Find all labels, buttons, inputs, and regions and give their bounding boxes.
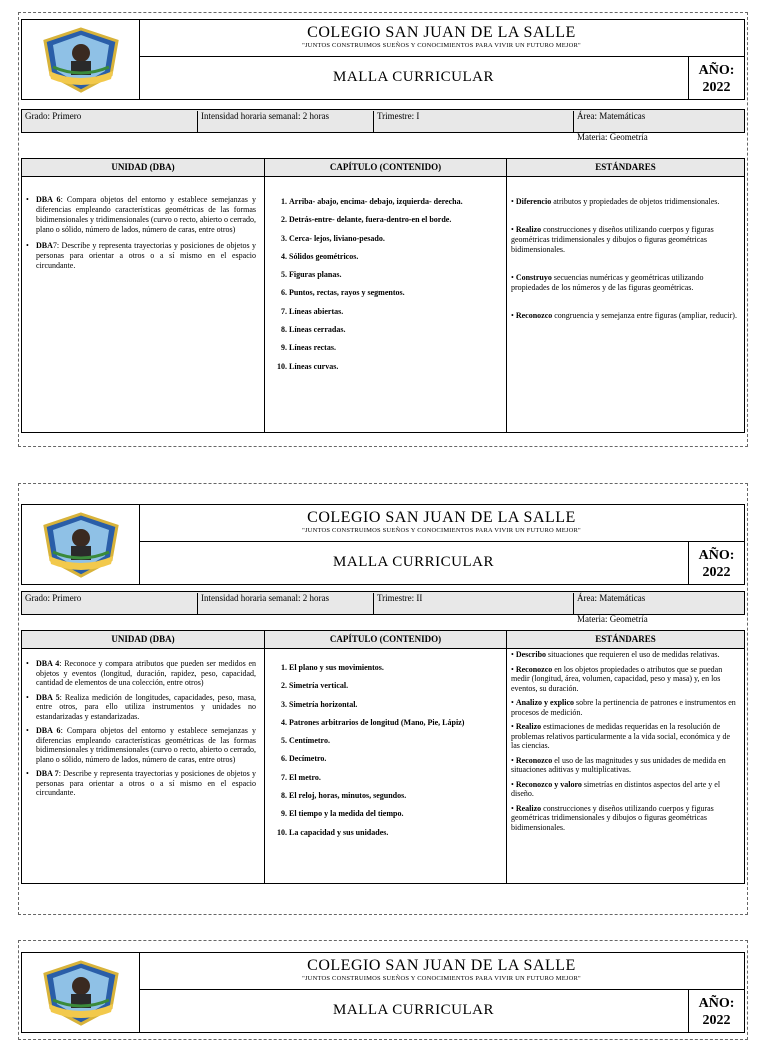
school-logo [22, 20, 140, 99]
capitulo-item: 7. Líneas abiertas. [289, 307, 506, 317]
year-label: AÑO: [698, 996, 735, 1011]
year-value: 2022 [702, 565, 731, 580]
school-motto: "JUNTOS CONSTRUIMOS SUEÑOS Y CONOCIMIENTOS PARA VIVIR UN FUTURO MEJOR" [302, 42, 581, 49]
dba-item [22, 769, 264, 798]
capitulo-item: 2. Simetría vertical. [289, 681, 506, 691]
capitulo-item: 4. Patrones arbitrarios de longitud (Mano, Pie, Lápiz) [289, 718, 506, 728]
estandar-text: situaciones que requieren el uso de medidas relativas. [546, 650, 720, 659]
grado-cell: Grado: Primero [22, 593, 198, 614]
dba-list [22, 649, 264, 883]
area-cell [574, 593, 744, 624]
school-logo [22, 953, 140, 1032]
year-label: AÑO: [698, 63, 735, 78]
capitulo-item: 10. Líneas curvas. [289, 362, 506, 372]
capitulo-item: 4. Sólidos geométricos. [289, 252, 506, 262]
capitulo-item: 1. Arriba- abajo, encima- debajo, izquierda- derecha. [289, 197, 506, 207]
capitulo-list [264, 177, 506, 432]
capitulo-item: 1. El plano y sus movimientos. [289, 663, 506, 673]
estandar-item: • Reconozco en los objetos propiedades o atributos que se puedan medir (longitud, área, volumen, capacidad, peso y masa) y, en los eventos, su duración. [511, 664, 723, 693]
school-name: COLEGIO SAN JUAN DE LA SALLE [307, 24, 576, 41]
year-label: AÑO: [698, 548, 735, 563]
capitulo-item: 5. Figuras planas. [289, 270, 506, 280]
estandar-text: secuencias numéricas y geométricas utilizando propiedades de los números y de las figuras geométricas. [511, 273, 704, 292]
estandar-keyword: Construyo [515, 273, 552, 282]
capitulo-list [264, 649, 506, 883]
estandar-keyword: Realizo [515, 225, 542, 234]
dba-item [22, 659, 264, 688]
estandar-item: • Reconozco y valoro simetrías en distintos aspectos del arte y el diseño. [511, 779, 721, 798]
school-header [139, 505, 744, 542]
estandar-keyword: Realizo [515, 722, 542, 731]
capitulo-item: 8. El reloj, horas, minutos, segundos. [289, 791, 506, 801]
school-header [139, 20, 744, 57]
document-title: MALLA CURRICULAR [333, 69, 494, 85]
estandar-item: • Reconozco el uso de las magnitudes y sus unidades de medida en situaciones aditivas y multiplicativas. [511, 755, 726, 774]
intensidad-cell: Intensidad horaria semanal: 2 horas [198, 593, 374, 614]
capitulo-item: 3. Cerca- lejos, liviano-pesado. [289, 234, 506, 244]
document-title: MALLA CURRICULAR [333, 554, 494, 570]
dba-item [22, 241, 264, 271]
estandar-text: el uso de las magnitudes y sus unidades de medida en situaciones aditivas y multiplicativas. [511, 755, 726, 774]
year-cell [688, 56, 744, 99]
capitulo-item: 3. Simetría horizontal. [289, 700, 506, 710]
header-table-3 [21, 952, 745, 1033]
school-motto: "JUNTOS CONSTRUIMOS SUEÑOS Y CONOCIMIENTOS PARA VIVIR UN FUTURO MEJOR" [302, 975, 581, 982]
year-value: 2022 [702, 1013, 731, 1028]
header-table-2 [21, 504, 745, 585]
school-motto: "JUNTOS CONSTRUIMOS SUEÑOS Y CONOCIMIENTOS PARA VIVIR UN FUTURO MEJOR" [302, 527, 581, 534]
estandar-keyword: Diferencio [515, 197, 552, 206]
estandar-item: • Diferencio atributos y propiedades de objetos tridimensionales. [511, 197, 720, 206]
document-title: MALLA CURRICULAR [333, 1002, 494, 1018]
estandares-list [506, 177, 744, 432]
estandar-item: • Realizo construcciones y diseños utilizando cuerpos y figuras geométricas tridimensionales y dibujos o figuras geométricas bidimensionales. [511, 803, 714, 832]
capitulo-item: 2. Detrás-entre- delante, fuera-dentro-en el borde. [289, 215, 506, 225]
col-header-unidad: UNIDAD (DBA) [22, 631, 264, 649]
col-header-capitulo: CAPÍTULO (CONTENIDO) [264, 631, 506, 649]
dba-keyword: DBA 5 [36, 692, 60, 702]
estandar-keyword: Realizo [515, 803, 542, 813]
dba-text: : Reconoce y compara atributos que pueden ser medidos en objetos y eventos (longitud, duración, rapidez, peso, capacidad, cantidad de elementos de una colección, entre otros) [36, 659, 257, 687]
trimestre-cell: Trimestre: I [374, 111, 574, 132]
estandar-text: construcciones y diseños utilizando cuerpos y figuras geométricas tridimensionales y dibujos o figuras geométricas bidimensionales. [511, 803, 714, 832]
school-name: COLEGIO SAN JUAN DE LA SALLE [307, 957, 576, 974]
dba-keyword: DBA 6 [36, 195, 61, 204]
header-table-1 [21, 19, 745, 100]
estandar-text: congruencia y semejanza entre figuras (ampliar, reducir). [552, 311, 737, 320]
dba-item [22, 195, 264, 235]
capitulo-item: 6. Puntos, rectas, rayos y segmentos. [289, 288, 506, 298]
estandar-keyword: Reconozco [515, 755, 553, 765]
estandar-keyword: Reconozco [515, 311, 553, 320]
school-name: COLEGIO SAN JUAN DE LA SALLE [307, 509, 576, 526]
grado-cell: Grado: Primero [22, 111, 198, 132]
dba-item [22, 693, 264, 722]
intensidad-cell: Intensidad horaria semanal: 2 horas [198, 111, 374, 132]
estandar-text: sobre la pertinencia de patrones e instrumentos en procesos de medición. [511, 698, 736, 717]
estandar-text: en los objetos propiedades o atributos que se puedan medir (longitud, área, volumen, capacidad, peso y masa) y, en los eventos, su duración. [511, 664, 723, 693]
estandar-keyword: Reconozco [515, 664, 553, 674]
dba-keyword: DBA 6 [36, 726, 61, 735]
dba-item [22, 726, 264, 764]
col-header-capitulo: CAPÍTULO (CONTENIDO) [264, 159, 506, 177]
estandar-item: • Describo situaciones que requieren el uso de medidas relativas. [511, 650, 720, 659]
curriculum-table-1 [21, 158, 745, 433]
estandar-keyword: Reconozco y valoro [515, 779, 582, 789]
estandar-item: • Realizo estimaciones de medidas requeridas en la resolución de problemas relativos particularmente a la vida social, económica y de las ciencias. [511, 722, 731, 750]
curriculum-table-2 [21, 630, 745, 884]
school-header [139, 953, 744, 990]
info-row-2 [21, 591, 745, 624]
estandar-keyword: Analizo y explico [515, 698, 575, 707]
estandares-list [506, 649, 744, 883]
year-cell [688, 989, 744, 1032]
capitulo-item: 9. El tiempo y la medida del tiempo. [289, 809, 506, 819]
estandar-item: • Analizo y explico sobre la pertinencia de patrones e instrumentos en procesos de medición. [511, 698, 736, 717]
dba-text: : Compara objetos del entorno y establece semejanzas y diferencias empleando características geométricas de las formas bidimensionales y tridimensionales (curvo o recto, abierto o cerrado, plano o sólido, número de lados, número de caras, entre otros) [36, 195, 257, 234]
area-label: Área: Matemáticas [577, 593, 646, 603]
estandar-item: • Realizo construcciones y diseños utilizando cuerpos y figuras geométricas tridimensionales y dibujos o figuras geométricas bidimensionales. [511, 225, 714, 254]
estandar-text: atributos y propiedades de objetos tridimensionales. [551, 197, 720, 206]
info-row-1 [21, 109, 745, 142]
col-header-unidad: UNIDAD (DBA) [22, 159, 264, 177]
dba-text: : Compara objetos del entorno y establece semejanzas y diferencias empleando características geométricas de las formas bidimensionales y tridimensionales (curvo o recto, abierto o cerrado, plano o sólido, número de lados, número de caras, entre otros) [36, 726, 257, 764]
materia-label: Materia: Geometría [577, 132, 648, 142]
area-label: Área: Matemáticas [577, 111, 646, 121]
trimestre-cell: Trimestre: II [374, 593, 574, 614]
capitulo-item: 7. El metro. [289, 773, 506, 783]
capitulo-item: 5. Centímetro. [289, 736, 506, 746]
estandar-keyword: Describo [515, 650, 547, 659]
dba-keyword: DBA 4 [36, 659, 60, 668]
estandar-text: simetrías en distintos aspectos del arte y el diseño. [511, 779, 721, 798]
dba-text: : Realiza medición de longitudes, capacidades, peso, masa, entre otros, para ello utiliza instrumentos y unidades no estandarizadas y estandarizadas. [36, 692, 256, 721]
capitulo-item: 9. Líneas rectas. [289, 343, 506, 353]
estandar-text: estimaciones de medidas requeridas en la resolución de problemas relativos particularmente a la vida social, económica y de las ciencias. [511, 722, 731, 750]
capitulo-item: 8. Líneas cerradas. [289, 325, 506, 335]
capitulo-item: 10. La capacidad y sus unidades. [289, 828, 506, 838]
col-header-estandares: ESTÁNDARES [506, 631, 744, 649]
dba-text: : Describe y representa trayectorias y posiciones de objetos y personas para orientar a otros o a sí mismo en el espacio circundante. [36, 769, 257, 797]
year-value: 2022 [702, 80, 731, 95]
estandar-item: • Construyo secuencias numéricas y geométricas utilizando propiedades de los números y de las figuras geométricas. [511, 273, 704, 292]
dba-list [22, 177, 264, 432]
school-logo [22, 505, 140, 584]
capitulo-item: 6. Decímetro. [289, 754, 506, 764]
dba-keyword: DBA [36, 241, 53, 250]
dba-keyword: DBA 7 [36, 769, 59, 778]
area-cell [574, 111, 744, 142]
estandar-text: construcciones y diseños utilizando cuerpos y figuras geométricas tridimensionales y dibujos o figuras geométricas bidimensionales. [511, 225, 714, 254]
dba-text: 7: Describe y representa trayectorias y posiciones de objetos y personas para orientar a otros o a sí mismo en el espacio circundante. [36, 241, 256, 270]
estandar-item: • Reconozco congruencia y semejanza entre figuras (ampliar, reducir). [511, 311, 737, 320]
year-cell [688, 541, 744, 584]
materia-label: Materia: Geometría [577, 614, 648, 624]
col-header-estandares: ESTÁNDARES [506, 159, 744, 177]
